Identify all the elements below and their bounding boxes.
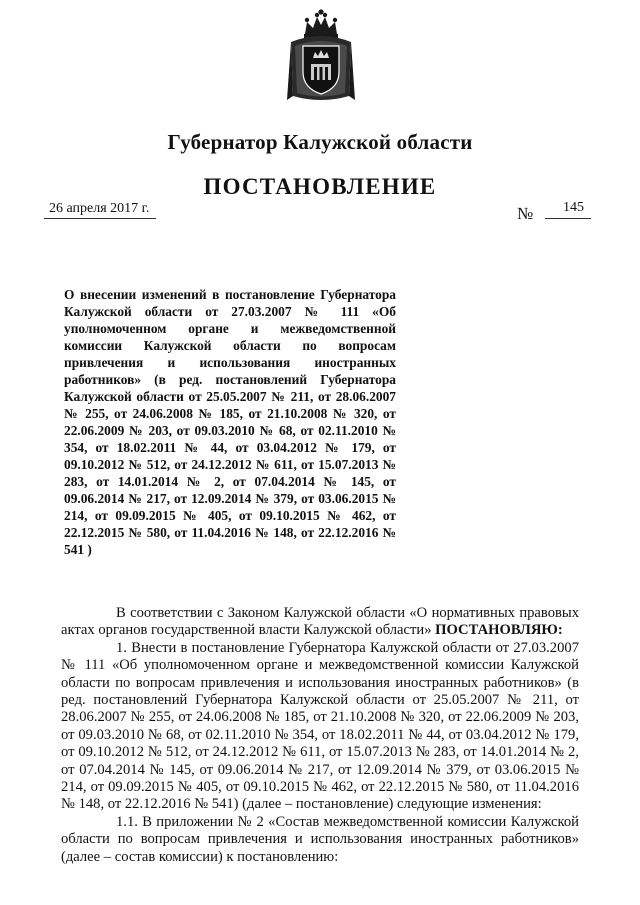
preamble-text: В соответствии с Законом Калужской области «О нормативных правовых актах органов государственной власти Калужской области» xyxy=(61,605,579,639)
number-underline xyxy=(545,218,591,219)
document-number: 145 xyxy=(563,200,584,215)
issuer-title: Губернатор Калужской области xyxy=(167,130,473,154)
document-date: 26 апреля 2017 г. xyxy=(49,201,150,216)
date-underline xyxy=(44,218,156,219)
document-title: ПОСТАНОВЛЕНИЕ xyxy=(203,174,437,199)
coat-of-arms-icon xyxy=(283,8,359,106)
preamble xyxy=(61,605,579,640)
document-body xyxy=(61,605,579,866)
paragraph-1-1: 1.1. В приложении № 2 «Состав межведомственной комиссии Калужской области по вопросам привлечения и использования иностранных работников» (далее – состав комиссии) к постановлению: xyxy=(61,813,579,865)
number-label: № xyxy=(517,204,534,223)
paragraph-1: 1. Внести в постановление Губернатора Калужской области от 27.03.2007 № 111 «Об уполномоченном органе и межведомственной комиссии Калужской области по вопросам привлечения и использования иностранных работников» (в ред. постановлений Губернатора Калужской области от 25.05.2007 № 211, от 28.06.2007 № 255, от 24.06.2008 № 185, от 21.10.2008 № 320, от 22.06.2009 № 203, от 09.03.2010 № 68, от 02.11.2010 № 354, от 18.02.2011 № 44, от 03.04.2012 № 179, от 09.10.2012 № 512, от 24.12.2012 № 611, от 15.07.2013 № 283, от 14.01.2014 № 2, от 07.04.2014 № 145, от 09.06.2014 № 217, от 12.09.2014 № 379, от 03.06.2015 № 214, от 09.09.2015 № 405, от 09.10.2015 № 462, от 22.12.2015 № 580, от 11.04.2016 № 148, от 22.12.2016 № 541) (далее – постановление) следующие изменения: xyxy=(61,639,579,813)
document-subject: О внесении изменений в постановление Губернатора Калужской области от 27.03.2007 № 111 «Об уполномоченном органе и межведомственной комиссии Калужской области по вопросам привлечения и использования иностранных работников» (в ред. постановлений Губернатора Калужской области от 25.05.2007 № 211, от 28.06.2007 № 255, от 24.06.2008 № 185, от 21.10.2008 № 320, от 22.06.2009 № 203, от 09.03.2010 № 68, от 02.11.2010 № 354, от 18.02.2011 № 44, от 03.04.2012 № 179, от 09.10.2012 № 512, от 24.12.2012 № 611, от 15.07.2013 № 283, от 14.01.2014 № 2, от 07.04.2014 № 145, от 09.06.2014 № 217, от 12.09.2014 № 379, от 03.06.2015 № 214, от 09.09.2015 № 405, от 09.10.2015 № 462, от 22.12.2015 № 580, от 11.04.2016 № 148, от 22.12.2016 № 541 ) xyxy=(64,287,396,557)
decree-word: ПОСТАНОВЛЯЮ: xyxy=(435,622,563,639)
